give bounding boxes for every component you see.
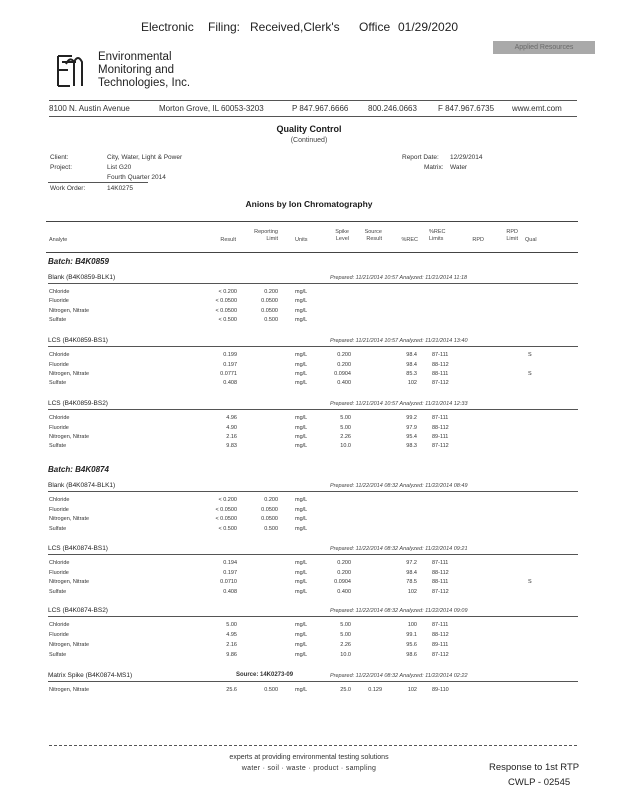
cell-result: 0.408 <box>223 589 237 595</box>
cell-result: 2.16 <box>226 434 237 440</box>
cell-unit: mg/L <box>295 371 308 377</box>
section-title: Anions by Ion Chromatography <box>245 199 373 209</box>
company-line-3: Technologies, Inc. <box>98 77 191 89</box>
cell-limits: 89-111 <box>432 434 449 440</box>
cell-rl: 0.0500 <box>261 298 278 304</box>
group-prep-info: Prepared: 11/21/2014 10:57 Analyzed: 11/21/2014 11:18 <box>330 275 468 281</box>
cell-spike: 5.00 <box>340 622 351 628</box>
cell-analyte: Chloride <box>49 415 70 421</box>
cell-limits: 88-111 <box>432 579 449 585</box>
cell-analyte: Sulfate <box>49 652 67 658</box>
workorder-value: 14K0275 <box>107 185 134 192</box>
cell-result: 9.86 <box>226 652 237 658</box>
cell-prec: 98.4 <box>406 352 417 358</box>
footer-rule <box>49 745 577 746</box>
cell-unit: mg/L <box>295 289 308 295</box>
cell-result: 0.197 <box>223 570 237 576</box>
qc-group-header <box>48 400 578 410</box>
cell-limits: 87-111 <box>432 352 449 358</box>
cell-limits: 88-112 <box>432 425 449 431</box>
col-rec-bottom: Limits <box>429 236 444 242</box>
cell-analyte: Fluoride <box>49 632 69 638</box>
cell-analyte: Sulfate <box>49 589 67 595</box>
address-street: 8100 N. Austin Avenue <box>49 104 130 113</box>
cell-prec: 98.4 <box>406 362 417 368</box>
col-spike-bottom: Level <box>335 236 349 242</box>
qc-group-header <box>48 545 578 555</box>
filing-electronic: Electronic <box>141 20 194 34</box>
cell-analyte: Fluoride <box>49 298 69 304</box>
cell-spike: 0.200 <box>337 570 351 576</box>
table-row <box>0 642 618 652</box>
address-city: Morton Grove, IL 60053-3203 <box>159 104 264 113</box>
cell-prec: 102 <box>407 589 417 595</box>
matrix-label: Matrix: <box>424 164 444 171</box>
cell-rl: 0.0500 <box>261 507 278 513</box>
batch-title: Batch: B4K0874 <box>48 465 109 474</box>
cell-spike: 0.0904 <box>334 371 351 377</box>
address-tollfree: 800.246.0663 <box>368 104 417 113</box>
cell-result: < 0.0500 <box>215 308 237 314</box>
cell-result: 25.6 <box>226 687 237 693</box>
group-prep-info: Prepared: 11/22/2014 08:32 Analyzed: 11/22/2014 09:21 <box>330 546 468 552</box>
cell-spike: 2.26 <box>340 434 351 440</box>
cell-unit: mg/L <box>295 652 308 658</box>
cell-limits: 88-112 <box>432 362 449 368</box>
col-source <box>352 229 382 243</box>
project-value-2: Fourth Quarter 2014 <box>107 174 166 181</box>
cell-limits: 88-112 <box>432 632 449 638</box>
cell-analyte: Chloride <box>49 497 70 503</box>
cell-analyte: Nitrogen, Nitrate <box>49 434 90 440</box>
cell-result: 0.0771 <box>220 371 237 377</box>
cell-prec: 99.2 <box>406 415 417 421</box>
cell-result: < 0.200 <box>218 289 237 295</box>
cell-limits: 87-111 <box>432 415 449 421</box>
group-prep-info: Prepared: 11/22/2014 08:32 Analyzed: 11/22/2014 08:49 <box>330 483 468 489</box>
col-qual: Qual <box>525 237 537 243</box>
table-row <box>0 622 618 632</box>
cell-unit: mg/L <box>295 317 308 323</box>
cell-analyte: Nitrogen, Nitrate <box>49 579 90 585</box>
cell-analyte: Sulfate <box>49 380 67 386</box>
cell-analyte: Sulfate <box>49 526 67 532</box>
group-prep-info: Prepared: 11/22/2014 08:32 Analyzed: 11/22/2014 09:09 <box>330 608 468 614</box>
cell-unit: mg/L <box>295 516 308 522</box>
project-value: List G20 <box>107 164 132 171</box>
cell-spike: 2.26 <box>340 642 351 648</box>
group-prep-info: Prepared: 11/21/2014 10:57 Analyzed: 11/21/2014 12:33 <box>330 401 468 407</box>
report-subtitle: (Continued) <box>290 137 328 144</box>
cell-analyte: Fluoride <box>49 362 69 368</box>
column-header <box>46 221 578 253</box>
cell-result: 2.16 <box>226 642 237 648</box>
cell-limits: 89-111 <box>432 642 449 648</box>
cell-prec: 98.6 <box>406 652 417 658</box>
cell-rl: 0.500 <box>264 526 278 532</box>
qc-group-header <box>48 274 578 284</box>
table-row <box>0 516 618 526</box>
reportdate-value: 12/29/2014 <box>450 154 483 161</box>
table-row <box>0 415 618 425</box>
cell-spike: 0.200 <box>337 560 351 566</box>
batch-title: Batch: B4K0859 <box>48 257 109 266</box>
cell-rl: 0.500 <box>264 687 278 693</box>
company-line-1: Environmental <box>98 51 172 63</box>
cell-prec: 102 <box>407 380 417 386</box>
cell-limits: 87-112 <box>432 589 449 595</box>
cell-limits: 88-112 <box>432 570 449 576</box>
cell-result: 0.199 <box>223 352 237 358</box>
cell-analyte: Chloride <box>49 622 70 628</box>
table-row <box>0 632 618 642</box>
cell-result: < 0.200 <box>218 497 237 503</box>
cell-unit: mg/L <box>295 352 308 358</box>
col-rl <box>236 229 278 243</box>
cell-spike: 0.0904 <box>334 579 351 585</box>
address-web: www.emt.com <box>512 104 562 113</box>
cell-rl: 0.200 <box>264 289 278 295</box>
cell-spike: 5.00 <box>340 632 351 638</box>
col-spike-top: Spike <box>335 229 349 235</box>
col-source-top: Source <box>364 229 382 235</box>
cell-spike: 10.0 <box>340 652 351 658</box>
filing-received: Received,Clerk's <box>250 20 340 34</box>
cell-result: 0.197 <box>223 362 237 368</box>
cell-qual: S <box>528 579 532 585</box>
cell-prec: 85.3 <box>406 371 417 377</box>
response-label: Response to 1st RTP <box>489 762 580 773</box>
cell-analyte: Chloride <box>49 560 70 566</box>
cell-spike: 25.0 <box>340 687 351 693</box>
cell-prec: 95.6 <box>406 642 417 648</box>
table-row <box>0 497 618 507</box>
cell-analyte: Fluoride <box>49 507 69 513</box>
table-row <box>0 652 618 662</box>
col-rec-top: %REC <box>429 229 446 235</box>
cell-analyte: Sulfate <box>49 317 67 323</box>
cell-prec: 98.3 <box>406 443 417 449</box>
table-row <box>0 298 618 308</box>
cell-rl: 0.0500 <box>261 516 278 522</box>
group-label: Blank (B4K0859-BLK1) <box>48 274 116 281</box>
cell-limits: 87-111 <box>432 622 449 628</box>
filing-date: 01/29/2020 <box>398 20 459 34</box>
cell-result: < 0.500 <box>218 317 237 323</box>
cell-result: 5.00 <box>226 622 237 628</box>
cell-rl: 0.500 <box>264 317 278 323</box>
address-phone: P 847.967.6666 <box>292 104 349 113</box>
client-value: City, Water, Light & Power <box>107 154 183 161</box>
cell-source-result: 0.129 <box>368 687 382 693</box>
table-row <box>0 317 618 327</box>
cell-unit: mg/L <box>295 507 308 513</box>
cell-prec: 102 <box>407 687 417 693</box>
table-row <box>0 687 618 697</box>
client-label: Client: <box>50 154 69 161</box>
filing-label: Filing: <box>208 20 241 34</box>
cell-limits: 88-111 <box>432 371 449 377</box>
cell-prec: 99.1 <box>406 632 417 638</box>
cell-unit: mg/L <box>295 579 308 585</box>
cell-spike: 5.00 <box>340 415 351 421</box>
cell-unit: mg/L <box>295 687 308 693</box>
col-analyte: Analyte <box>49 237 68 243</box>
group-label: LCS (B4K0859-BS2) <box>48 400 108 407</box>
group-label: LCS (B4K0874-BS2) <box>48 607 108 614</box>
cell-result: 0.408 <box>223 380 237 386</box>
cell-result: < 0.500 <box>218 526 237 532</box>
cell-analyte: Nitrogen, Nitrate <box>49 516 90 522</box>
cell-analyte: Nitrogen, Nitrate <box>49 308 90 314</box>
workorder-rule <box>48 182 148 183</box>
cell-spike: 0.200 <box>337 362 351 368</box>
table-row <box>0 526 618 536</box>
cell-unit: mg/L <box>295 380 308 386</box>
cell-analyte: Chloride <box>49 352 70 358</box>
project-label: Project: <box>50 164 73 171</box>
col-rl-top: Reporting <box>254 229 278 235</box>
company-line-2: Monitoring and <box>98 64 175 76</box>
cell-unit: mg/L <box>295 570 308 576</box>
cell-spike: 10.0 <box>340 443 351 449</box>
cell-result: < 0.0500 <box>215 298 237 304</box>
cell-result: 0.194 <box>223 560 237 566</box>
address-fax: F 847.967.6735 <box>438 104 495 113</box>
cell-spike: 0.200 <box>337 352 351 358</box>
col-rpdl-top: RPD <box>506 229 518 235</box>
bates-number: CWLP - 02545 <box>508 777 571 788</box>
cell-result: < 0.0500 <box>215 507 237 513</box>
group-prep-info: Prepared: 11/22/2014 08:32 Analyzed: 11/22/2014 02:22 <box>330 673 468 679</box>
group-source: Source: 14K0273-09 <box>236 672 294 678</box>
cell-analyte: Fluoride <box>49 425 69 431</box>
cell-rl: 0.200 <box>264 497 278 503</box>
col-rl-bottom: Limit <box>266 236 278 242</box>
company-name <box>98 51 190 90</box>
table-row <box>0 380 618 390</box>
header-rule-bottom <box>49 116 577 117</box>
cell-prec: 78.5 <box>406 579 417 585</box>
cell-result: 4.96 <box>226 415 237 421</box>
cell-limits: 87-112 <box>432 380 449 386</box>
cell-analyte: Chloride <box>49 289 70 295</box>
col-spike <box>319 229 349 243</box>
cell-rl: 0.0500 <box>261 308 278 314</box>
cell-prec: 97.9 <box>406 425 417 431</box>
cell-unit: mg/L <box>295 497 308 503</box>
group-label: LCS (B4K0874-BS1) <box>48 545 108 552</box>
cell-unit: mg/L <box>295 443 308 449</box>
cell-result: 4.95 <box>226 632 237 638</box>
cell-unit: mg/L <box>295 632 308 638</box>
cell-unit: mg/L <box>295 526 308 532</box>
matrix-value: Water <box>450 164 468 171</box>
table-row <box>0 589 618 599</box>
cell-prec: 100 <box>407 622 417 628</box>
header-rule-top <box>49 100 577 101</box>
table-row <box>0 352 618 362</box>
qc-group-header <box>48 337 578 347</box>
cell-analyte: Fluoride <box>49 570 69 576</box>
cell-prec: 95.4 <box>406 434 417 440</box>
emt-logo-icon <box>52 50 88 90</box>
cell-spike: 0.400 <box>337 380 351 386</box>
footer-services: water · soil · waste · product · sampling <box>241 765 377 772</box>
table-row <box>0 443 618 453</box>
col-rpd-limit <box>498 229 518 243</box>
cell-result: 9.83 <box>226 443 237 449</box>
cell-analyte: Sulfate <box>49 443 67 449</box>
cell-unit: mg/L <box>295 434 308 440</box>
cell-spike: 0.400 <box>337 589 351 595</box>
cell-limits: 89-110 <box>432 687 449 693</box>
qc-group-header <box>48 607 578 617</box>
workorder-label: Work Order: <box>50 185 86 192</box>
cell-analyte: Nitrogen, Nitrate <box>49 642 90 648</box>
group-label: Blank (B4K0874-BLK1) <box>48 482 116 489</box>
footer-tagline: experts at providing environmental testing solutions <box>229 754 389 761</box>
qc-group-header <box>48 482 578 492</box>
cell-unit: mg/L <box>295 642 308 648</box>
col-units: Units <box>295 237 308 243</box>
cell-analyte: Nitrogen, Nitrate <box>49 371 90 377</box>
cell-unit: mg/L <box>295 560 308 566</box>
cell-unit: mg/L <box>295 362 308 368</box>
group-label: Matrix Spike (B4K0874-MS1) <box>48 672 133 679</box>
qc-group-header <box>48 672 578 682</box>
col-prec: %REC <box>401 237 418 243</box>
cell-unit: mg/L <box>295 298 308 304</box>
filing-office: Office <box>359 20 391 34</box>
cell-unit: mg/L <box>295 622 308 628</box>
cell-analyte: Nitrogen, Nitrate <box>49 687 90 693</box>
cell-limits: 87-112 <box>432 652 449 658</box>
cell-qual: S <box>528 352 532 358</box>
cell-result: 0.0710 <box>220 579 237 585</box>
report-title: Quality Control <box>276 124 342 134</box>
received-stamp: Applied Resources <box>493 41 595 54</box>
col-rpd: RPD <box>472 237 484 243</box>
cell-limits: 87-112 <box>432 443 449 449</box>
cell-result: 4.90 <box>226 425 237 431</box>
cell-prec: 98.4 <box>406 570 417 576</box>
col-result: Result <box>220 237 236 243</box>
cell-limits: 87-111 <box>432 560 449 566</box>
reportdate-label: Report Date: <box>402 154 439 161</box>
cell-unit: mg/L <box>295 308 308 314</box>
cell-spike: 5.00 <box>340 425 351 431</box>
table-row <box>0 579 618 589</box>
cell-unit: mg/L <box>295 589 308 595</box>
col-source-bottom: Result <box>366 236 382 242</box>
cell-qual: S <box>528 371 532 377</box>
table-row <box>0 560 618 570</box>
group-prep-info: Prepared: 11/21/2014 10:57 Analyzed: 11/21/2014 13:40 <box>330 338 468 344</box>
cell-result: < 0.0500 <box>215 516 237 522</box>
cell-unit: mg/L <box>295 425 308 431</box>
col-rpdl-bottom: Limit <box>506 236 518 242</box>
col-rec-limits <box>429 229 446 243</box>
cell-prec: 97.2 <box>406 560 417 566</box>
cell-unit: mg/L <box>295 415 308 421</box>
group-label: LCS (B4K0859-BS1) <box>48 337 108 344</box>
